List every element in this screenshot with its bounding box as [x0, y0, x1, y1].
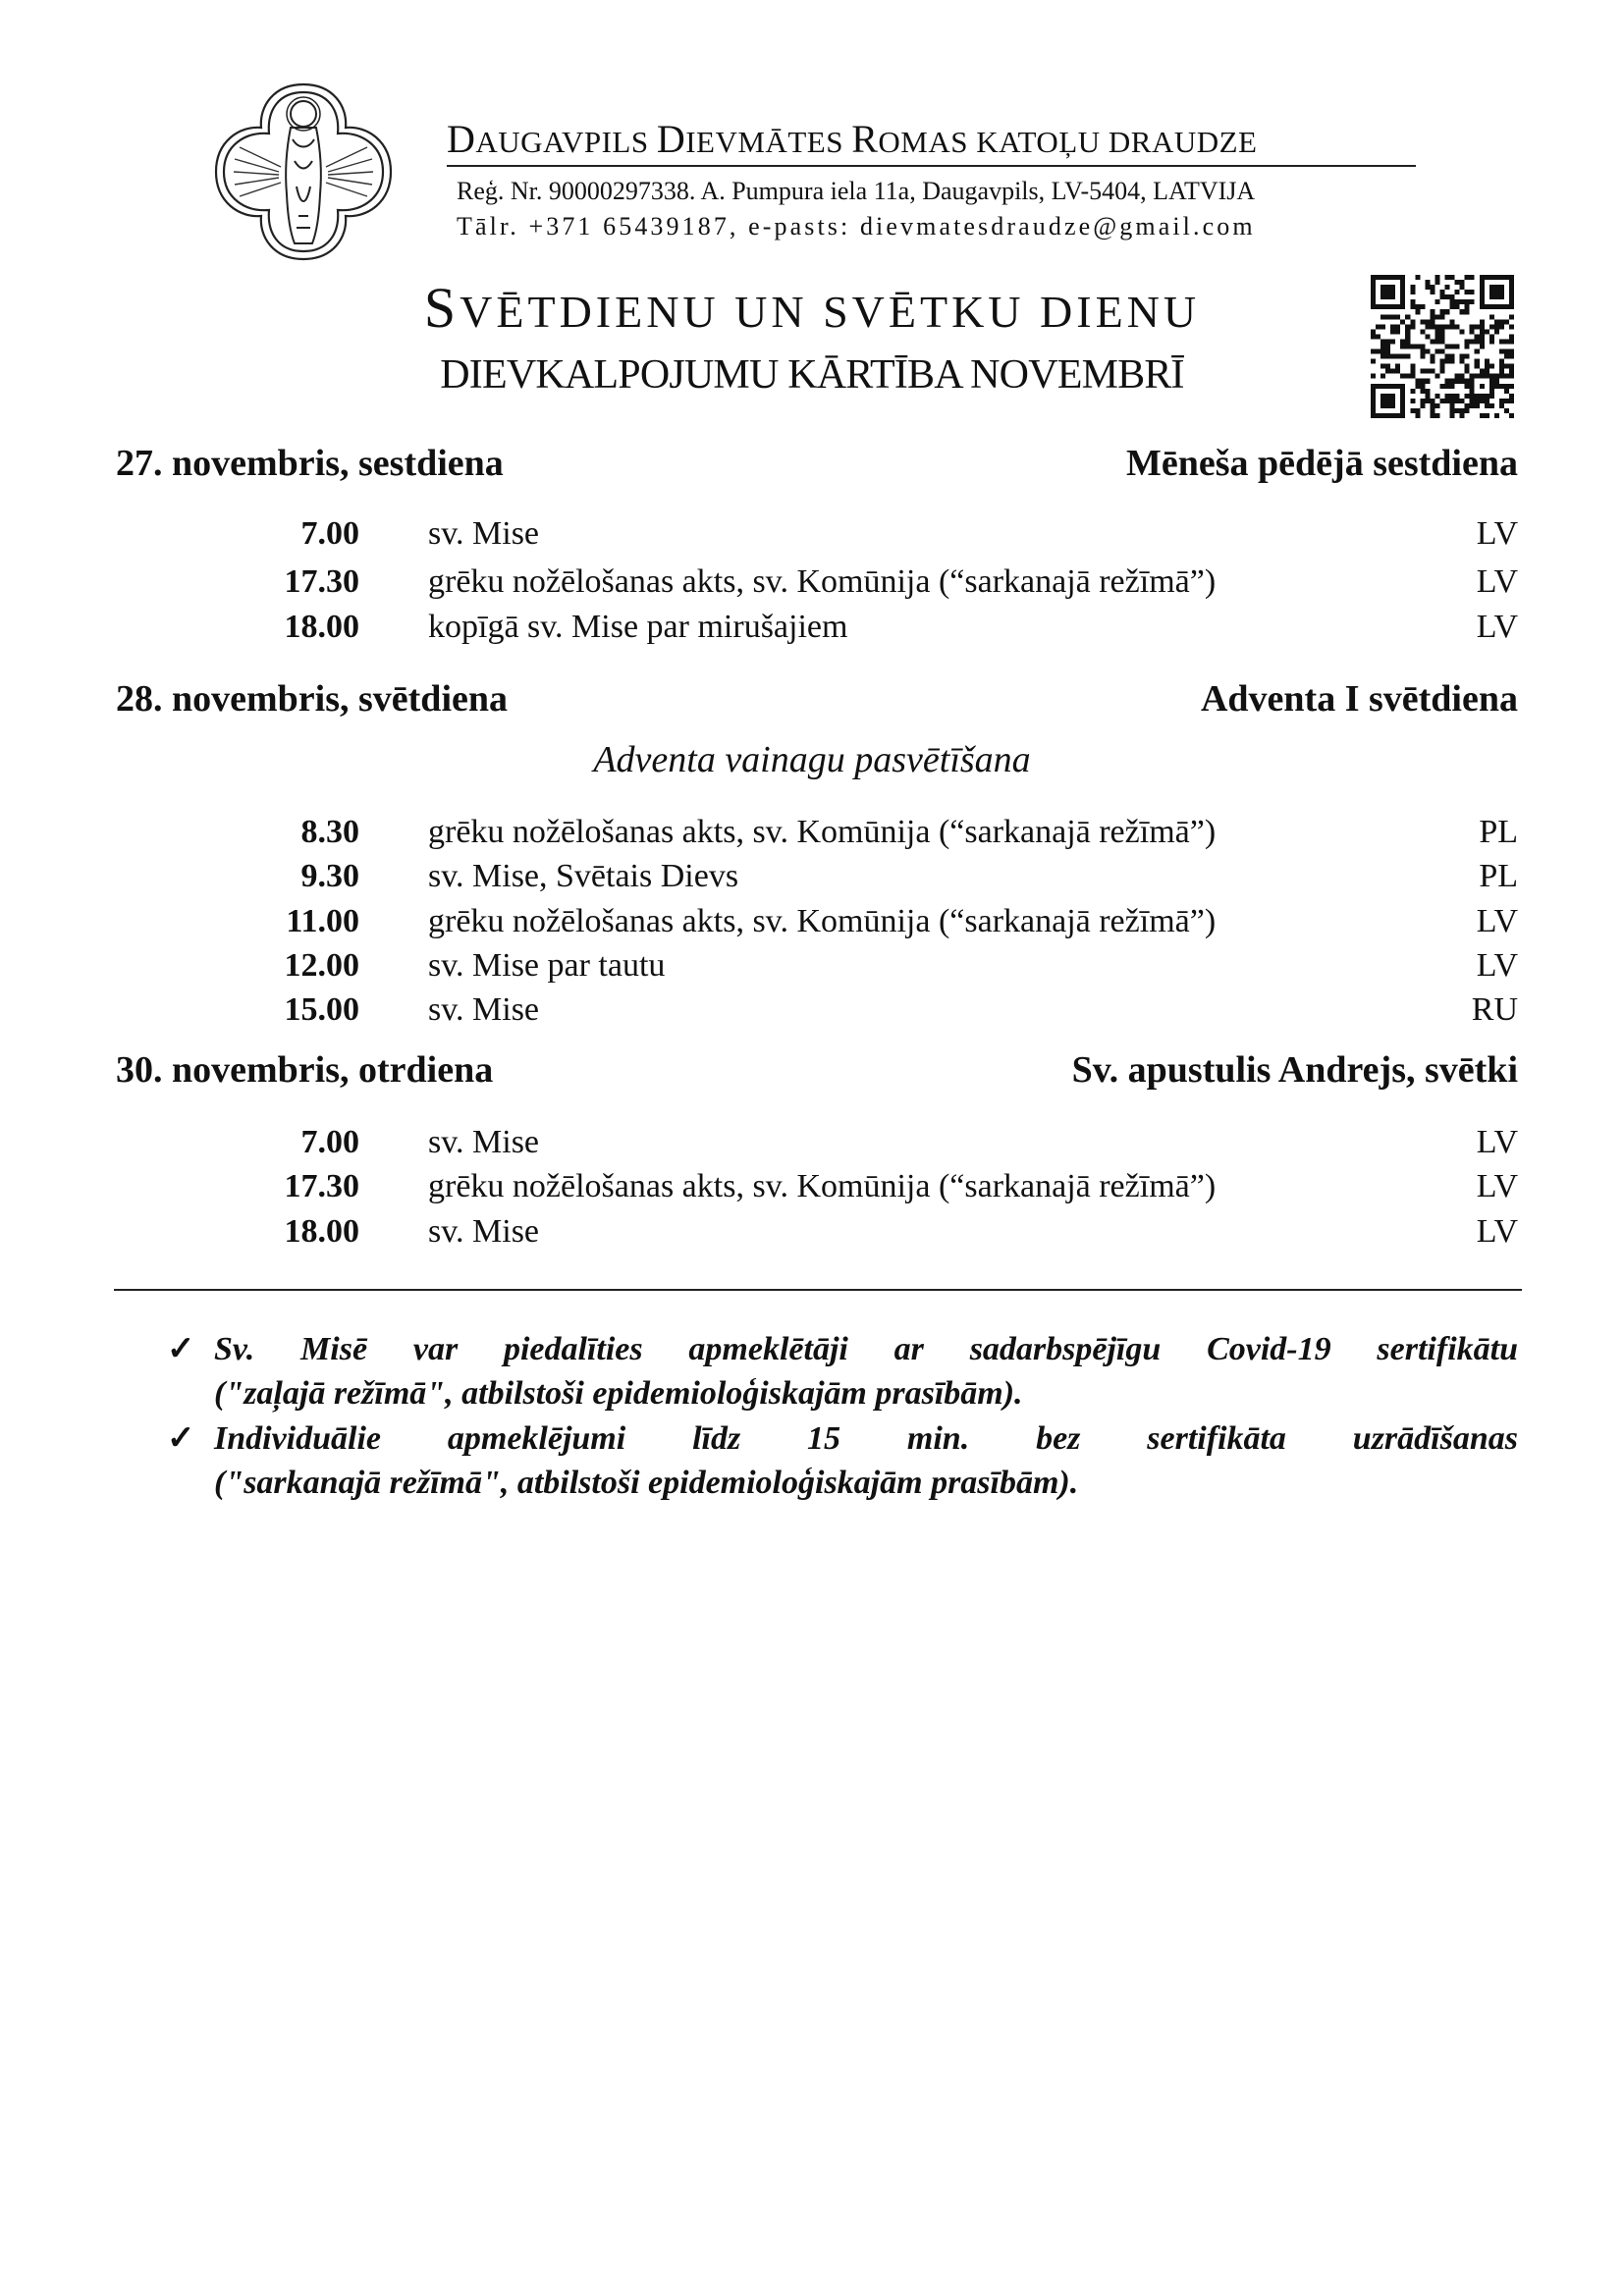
service-language: LV [1476, 947, 1518, 984]
service-description: kopīgā sv. Mise par mirušajiem [428, 609, 848, 645]
notice-text-line-1: Sv. Misē var piedalīties apmeklētāji ar sadarbspējīgu Covid-19 sertifikātu [214, 1331, 1518, 1367]
day-header [116, 442, 1518, 487]
notice-text-line-1: Individuālie apmeklējumi līdz 15 min. bez sertifikāta uzrādīšanas [214, 1420, 1518, 1457]
service-time: 9.30 [300, 858, 359, 894]
madonna-emblem-icon [210, 79, 397, 265]
day-feast: Adventa I svētdiena [1200, 678, 1518, 720]
service-description: sv. Mise par tautu [428, 947, 666, 984]
day-feast: Sv. apustulis Andrejs, svētki [1071, 1049, 1518, 1091]
service-time: 8.30 [300, 814, 359, 850]
day-note: Adventa vainagu pasvētīšana [593, 739, 1031, 780]
service-time: 7.00 [300, 1124, 359, 1160]
service-time: 18.00 [284, 609, 359, 645]
service-description: sv. Mise, Svētais Dievs [428, 858, 739, 894]
day-date: 30. novembris, otrdiena [116, 1049, 494, 1091]
service-language: LV [1476, 515, 1518, 552]
service-row [0, 991, 1624, 1033]
service-time: 17.30 [284, 563, 359, 600]
service-description: grēku nožēlošanas akts, sv. Komūnija (“sarkanajā režīmā”) [428, 903, 1217, 939]
parish-name: DAUGAVPILS DIEVMĀTES ROMAS KATOĻU DRAUDZE [447, 117, 1258, 161]
service-description: sv. Mise [428, 515, 540, 552]
service-description: sv. Mise [428, 1124, 540, 1160]
day-date: 27. novembris, sestdiena [116, 443, 504, 484]
service-row [0, 903, 1624, 944]
section-divider [114, 1289, 1522, 1291]
day-header [116, 677, 1518, 722]
service-language: LV [1476, 1168, 1518, 1204]
service-row [0, 609, 1624, 650]
service-row [0, 515, 1624, 557]
notice-item [167, 1416, 1518, 1507]
service-language: LV [1476, 903, 1518, 939]
service-language: PL [1479, 814, 1518, 850]
header-divider [447, 165, 1416, 167]
service-language: PL [1479, 858, 1518, 894]
service-time: 12.00 [284, 947, 359, 984]
service-language: LV [1476, 1124, 1518, 1160]
checkmark-icon: ✓ [167, 1420, 195, 1457]
page-title-line-1: SVĒTDIENU UN SVĒTKU DIENU [423, 276, 1201, 340]
page-title-line-2: DIEVKALPOJUMU KĀRTĪBA NOVEMBRĪ [440, 352, 1184, 398]
service-description: grēku nožēlošanas akts, sv. Komūnija (“sarkanajā režīmā”) [428, 1168, 1217, 1204]
service-row [0, 858, 1624, 899]
service-language: LV [1476, 1213, 1518, 1250]
service-language: LV [1476, 563, 1518, 600]
service-description: sv. Mise [428, 991, 540, 1028]
service-description: grēku nožēlošanas akts, sv. Komūnija (“sarkanajā režīmā”) [428, 814, 1217, 850]
registration-address: Reģ. Nr. 90000297338. A. Pumpura iela 11a, Daugavpils, LV-5404, LATVIJA [457, 177, 1256, 205]
notice-item [167, 1327, 1518, 1417]
day-date: 28. novembris, svētdiena [116, 678, 508, 720]
service-time: 18.00 [284, 1213, 359, 1250]
service-description: sv. Mise [428, 1213, 540, 1250]
notice-text-line-2: ("zaļajā režīmā", atbilstoši epidemioloģiskajām prasībām). [214, 1375, 1023, 1412]
service-time: 17.30 [284, 1168, 359, 1204]
service-time: 15.00 [284, 991, 359, 1028]
checkmark-icon: ✓ [167, 1331, 195, 1367]
service-description: grēku nožēlošanas akts, sv. Komūnija (“sarkanajā režīmā”) [428, 563, 1217, 600]
service-row [0, 1213, 1624, 1255]
notice-text-line-2: ("sarkanajā režīmā", atbilstoši epidemioloģiskajām prasībām). [214, 1465, 1079, 1501]
service-language: RU [1471, 991, 1518, 1028]
service-time: 7.00 [300, 515, 359, 552]
service-row [0, 1124, 1624, 1165]
day-header [116, 1048, 1518, 1094]
service-row [0, 947, 1624, 988]
service-row [0, 814, 1624, 855]
qr-code-icon [1371, 275, 1514, 418]
service-row [0, 563, 1624, 605]
service-time: 11.00 [286, 903, 359, 939]
contact-info: Tālr. +371 65439187, e-pasts: dievmatesdraudze@gmail.com [457, 212, 1256, 240]
day-feast: Mēneša pēdējā sestdiena [1126, 443, 1518, 484]
service-row [0, 1168, 1624, 1209]
service-language: LV [1476, 609, 1518, 645]
